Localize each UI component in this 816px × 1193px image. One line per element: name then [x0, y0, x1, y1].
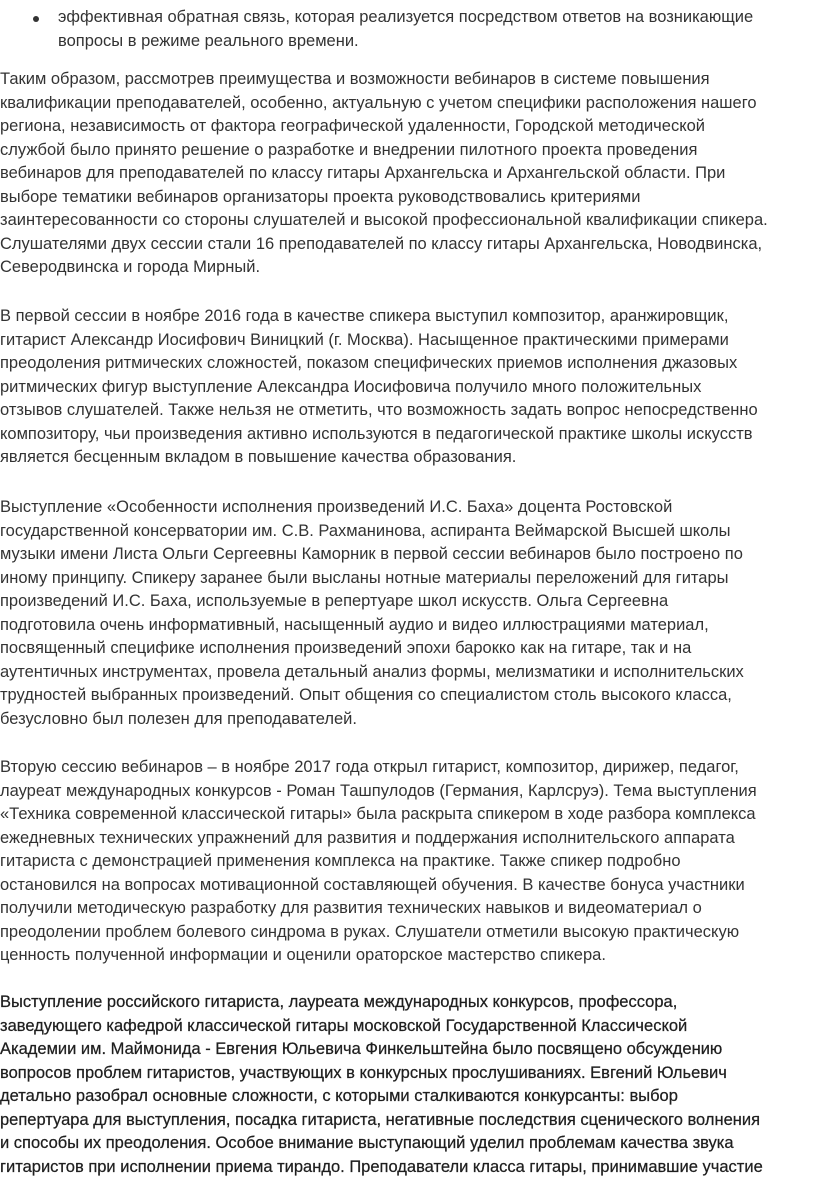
text-line: произведений И.С. Баха, используемые в репертуаре школ искусств. Ольга Сергеевна [0, 592, 669, 610]
text-line: композитору, чьи произведения активно используются в педагогической практике школы искусств [0, 424, 753, 443]
text-line: музыки имени Листа Ольги Сергеевны Каморник в первой сессии вебинаров было построено по [0, 545, 743, 563]
text-line: заинтересованности со стороны слушателей и высокой профессиональной квалификации спикера. [0, 211, 768, 229]
text-line: выборе тематики вебинаров организаторы проекта руководствовались критериями [0, 187, 641, 206]
text-line: преодолении проблем болевого синдрома в руках. Слушатели отметили высокую практическую [0, 922, 740, 941]
text-line: заведующего кафедрой классической гитары московской Государственной Классической [0, 1016, 688, 1035]
text-line: и способы их преодоления. Особое внимание выступающий уделил проблемам качества звука [0, 1134, 734, 1152]
text-line: репертуара для выступления, посадка гитариста, негативные последствия сценического волнения [0, 1110, 761, 1129]
text-line: ритмических фигур выступление Александра Иосифовича получило много положительных [0, 377, 702, 396]
paragraph-2 [0, 305, 816, 470]
text-line: Выступление «Особенности исполнения произведений И.С. Баха» доцента Ростовской [0, 498, 673, 516]
text-line: подготовила очень информативный, насыщенный аудио и видео иллюстрациями материал, [0, 615, 709, 634]
paragraph-4 [0, 756, 816, 968]
text-line: государственной консерватории им. С.В. Рахманинова, аспиранта Веймарской Высшей школы [0, 521, 731, 540]
text-line: гитаристов при исполнении приема тирандо. Преподаватели класса гитары, принимавшие участие [0, 1157, 763, 1176]
text-line: гитариста с демонстрацией применения комплекса на практике. Также спикер подробно [0, 852, 681, 870]
text-line: аутентичных инструментах, провела детальный анализ формы, мелизматики и исполнительских [0, 662, 744, 681]
text-line: квалификации преподавателей, особенно, актуальную с учетом специфики расположения нашего [0, 93, 757, 112]
text-line: «Техника современной классической гитары» была раскрыта спикером в ходе разбора комплекса [0, 805, 756, 823]
text-line: трудностей выбранных произведений. Опыт общения со специалистом столь высокого класса, [0, 686, 732, 704]
text-line: Выступление российского гитариста, лауреата международных конкурсов, профессора, [0, 993, 678, 1011]
text-line: гитарист Александр Иосифович Виницкий (г. Москва). Насыщенное практическими примерами [0, 330, 729, 349]
text-line: вопросы в режиме реального времени. [58, 31, 359, 50]
text-line: службой было принято решение о разработке и внедрении пилотного проекта проведения [0, 140, 698, 159]
bullet-list-item [0, 6, 816, 53]
text-line: получили методическую разработку для развития технических навыков и видеоматериал о [0, 899, 702, 917]
text-line: вебинаров для преподавателей по классу гитары Архангельска и Архангельской области. При [0, 164, 726, 182]
text-line: региона, независимость от фактора географической удаленности, Городской методической [0, 117, 706, 135]
text-line: иному принципу. Спикеру заранее были высланы нотные материалы переложений для гитары [0, 568, 729, 587]
text-line: посвященный специфике исполнения произведений эпохи барокко как на гитаре, так и на [0, 639, 692, 657]
text-line: лауреат международных конкурсов - Роман Ташпулодов (Германия, Карлсруэ). Тема выступления [0, 781, 757, 800]
text-line: Северодвинска и города Мирный. [0, 258, 261, 276]
text-line: остановился на вопросах мотивационной составляющей обучения. В качестве бонуса участники [0, 875, 745, 894]
text-line: ежедневных технических упражнений для развития и поддержания исполнительского аппарата [0, 828, 735, 847]
text-line: безусловно был полезен для преподавателей. [0, 709, 357, 728]
text-line: Вторую сессию вебинаров – в ноябре 2017 года открыл гитарист, композитор, дирижер, педагог, [0, 758, 739, 776]
text-line: ценность полученной информации и оценили ораторское мастерство спикера. [0, 946, 606, 964]
paragraph-5 [0, 991, 816, 1179]
text-line: отзывов слушателей. Также нельзя не отметить, что возможность задать вопрос непосредственно [0, 401, 758, 419]
text-line: Таким образом, рассмотрев преимущества и возможности вебинаров в системе повышения [0, 70, 710, 88]
text-line: Академии им. Маймонида - Евгения Юльевича Финкельштейна было посвящено обсуждению [0, 1040, 723, 1058]
text-line: является бесценным вкладом в повышение качества образования. [0, 448, 517, 466]
text-line: эффективная обратная связь, которая реализуется посредством ответов на возникающие [58, 8, 754, 26]
text-line: Слушателями двух сессии стали 16 преподавателей по классу гитары Архангельска, Новодвинска, [0, 234, 763, 253]
text-line: В первой сессии в ноябре 2016 года в качестве спикера выступил композитор, аранжировщик, [0, 307, 729, 325]
text-line: вопросов проблем гитаристов, участвующих в конкурсных прослушиваниях. Евгений Юльевич [0, 1063, 727, 1082]
paragraph-1 [0, 68, 816, 280]
text-line: преодоления ритмических сложностей, показом специфических приемов исполнения джазовых [0, 354, 738, 372]
text-line: детально разобрал основные сложности, с которыми сталкиваются конкурсанты: выбор [0, 1087, 678, 1105]
paragraph-3 [0, 496, 816, 731]
